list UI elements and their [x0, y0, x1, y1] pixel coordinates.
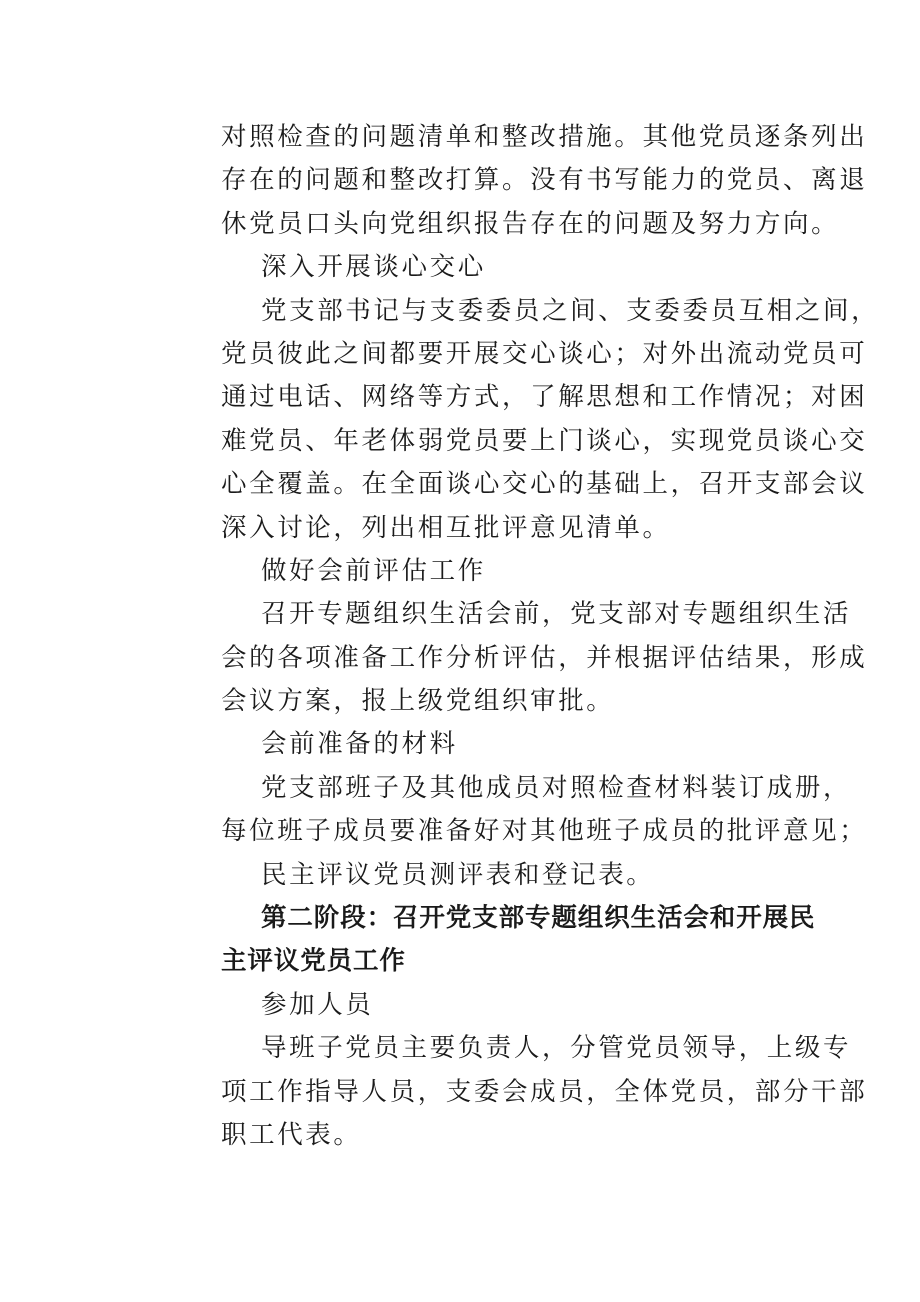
paragraph-forms [221, 854, 783, 897]
paragraph-assessment [221, 593, 868, 723]
text-line: 项工作指导人员，支委会成员，全体党员，部分干部 [221, 1076, 868, 1107]
text-line: 职工代表。 [221, 1119, 362, 1150]
text-line: 通过电话、网络等方式，了解思想和工作情况；对困 [221, 382, 868, 413]
paragraph-checklist [221, 116, 868, 246]
subheading-heart-talk [221, 246, 783, 289]
text-line: 深入讨论，列出相互批评意见清单。 [221, 512, 671, 543]
heading-line: 第二阶段：召开党支部专题组织生活会和开展民 [261, 903, 816, 934]
subheading-text: 参加人员 [261, 989, 374, 1020]
stage-two-heading [221, 897, 816, 984]
text-line: 心全覆盖。在全面谈心交心的基础上，召开支部会议 [221, 469, 868, 500]
heading-line: 主评议党员工作 [221, 946, 406, 977]
text-line: 民主评议党员测评表和登记表。 [261, 859, 655, 890]
paragraph-heart-talk [221, 290, 880, 550]
subheading-text: 做好会前评估工作 [261, 555, 486, 586]
text-line: 会议方案，报上级党组织审批。 [221, 686, 615, 717]
text-line: 召开专题组织生活会前，党支部对专题组织生活 [261, 599, 852, 630]
document-page [221, 116, 880, 1157]
text-line: 党支部班子及其他成员对照检查材料装订成册， [261, 772, 852, 803]
text-line: 会的各项准备工作分析评估，并根据评估结果，形成 [221, 642, 868, 673]
subheading-text: 会前准备的材料 [261, 729, 458, 760]
text-line: 休党员口头向党组织报告存在的问题及努力方向。 [221, 208, 840, 239]
subheading-materials [221, 723, 783, 766]
subheading-text: 深入开展谈心交心 [261, 252, 486, 283]
text-line: 党支部书记与支委委员之间、支委委员互相之间， [261, 295, 880, 326]
subheading-assessment [221, 550, 783, 593]
text-line: 导班子党员主要负责人，分管党员领导，上级专 [261, 1033, 852, 1064]
text-line: 每位班子成员要准备好对其他班子成员的批评意见； [221, 816, 868, 847]
paragraph-materials [221, 767, 868, 854]
paragraph-participants [221, 1027, 868, 1157]
text-line: 对照检查的问题清单和整改措施。其他党员逐条列出 [221, 122, 868, 152]
text-line: 存在的问题和整改打算。没有书写能力的党员、离退 [221, 165, 868, 196]
text-line: 难党员、年老体弱党员要上门谈心，实现党员谈心交 [221, 425, 868, 456]
subheading-participants [221, 984, 783, 1027]
text-line: 党员彼此之间都要开展交心谈心；对外出流动党员可 [221, 338, 868, 369]
